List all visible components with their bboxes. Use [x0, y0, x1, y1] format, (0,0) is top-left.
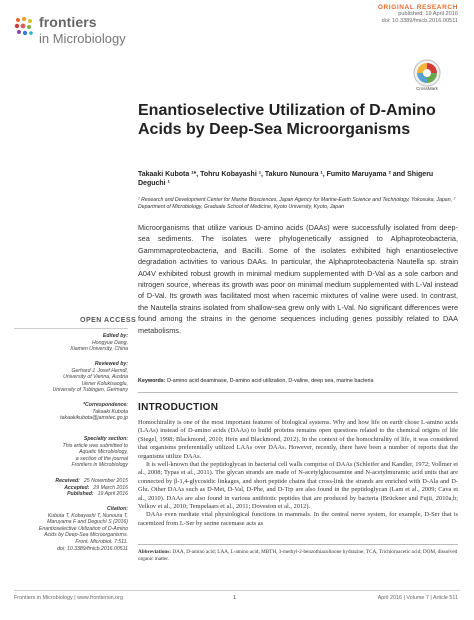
- citation-line: Maruyama F and Deguchi S (2016): [47, 519, 128, 526]
- edited-by-section: [14, 333, 128, 353]
- article-title: Enantioselective Utilization of D-Amino Acids by Deep-Sea Microorganisms: [138, 102, 436, 138]
- journal-brand: frontiers: [39, 14, 97, 30]
- correspondence-section: [14, 402, 128, 422]
- citation-line: Acids by Deep-Sea Microorganisms.: [44, 532, 128, 539]
- citation-section: [14, 506, 128, 552]
- journal-logo[interactable]: [14, 12, 164, 52]
- edited-by-label: Edited by:: [102, 333, 128, 339]
- reviewer-name: Uener Kolukisaoglu,: [81, 380, 128, 387]
- doi-link[interactable]: doi: 10.3389/fmicb.2016.00511: [381, 18, 458, 24]
- accepted-date: Accepted: 29 March 2016: [64, 484, 128, 491]
- keywords: [138, 378, 458, 384]
- editor-affiliation: Xiamen University, China: [70, 346, 128, 353]
- citation-line: Enantioselective Utilization of D-Amino: [38, 525, 128, 532]
- keywords-label: Keywords:: [138, 378, 166, 384]
- specialty-line: Aquatic Microbiology,: [79, 449, 128, 456]
- paragraph: Homochirality is one of the most important features of biological systems. Why and how life on earth chose L-amino acids (LAAs) instead of D-amino acids (DAAs) to build proteins remains open questions related to the chemical origins of life (Siegel, 1998; Blackmond, 2010; Hein and Blackmond, 2012). In the context of the homochirality of life, it was considered that organisms preferentially utilized LAAs over DAAs. However, recently, there have been a number of reports that the organisms utilize DAAs.: [138, 419, 458, 460]
- reviewed-by-section: [14, 361, 128, 394]
- frontiers-logo-icon: [14, 16, 36, 38]
- reviewer-name: Gerhard J. Josef Herndl,: [71, 367, 128, 374]
- received-date: Received: 25 November 2015: [55, 478, 128, 484]
- article-type: ORIGINAL RESEARCH: [377, 4, 458, 11]
- citation-doi[interactable]: doi: 10.3389/fmicb.2016.00511: [57, 545, 128, 552]
- journal-subtitle: in Microbiology: [39, 31, 126, 46]
- abstract: Microorganisms that utilize various D-amino acids (DAAs) were successfully isolated from deep-sea sediments. The isolates were phylogenetically assigned to Alphaproteobacteria, Gammmaproteobacteria, and Bacilli. Some of the isolates exhibited high enantioselective degradation activities to various DAAs. In particular, the Alphaproteobacteria Nautella sp. strain A04V exhibited robust growth in minimal medium supplemented with D-Val as a sole carbon and nitrogen source, whereas its growth was poor on minimal medium supplemented with L-Val instead of D-Val. Its growth was facilitated most when racemic mixtures of valine were used. In contrast, the Nautella strains isolated from shallow-sea grew only with L-Val. No significant differences were found among the strains in the genome sequences including genes possibly related to DAA metabolisms.: [138, 223, 458, 335]
- affiliations: ¹ Research and Development Center for Marine Biosciences, Japan Agency for Marine-Earth Science and Technology, Yokosuka, Japan, ² Department of Microbiology, Graduate School of Medicine, Kyoto University, Kyoto, Japan: [138, 197, 456, 210]
- page-number: 1: [233, 595, 237, 601]
- specialty-line: a section of the journal: [75, 455, 128, 462]
- footer-journal-link[interactable]: Frontiers in Microbiology | www.frontiersin.org: [14, 595, 123, 601]
- published-date: published: 19 April 2016: [398, 11, 458, 17]
- specialty-label: Specialty section:: [83, 436, 128, 442]
- specialty-line: Frontiers in Microbiology: [71, 462, 128, 469]
- author-list: Takaaki Kubota ¹*, Tohru Kobayashi ¹, Takuro Nunoura ¹, Fumito Maruyama ² and Shigeru Deguchi ¹: [138, 171, 434, 187]
- reviewer-affiliation: University of Tubingen, Germany: [52, 387, 128, 394]
- article-meta-header: [288, 4, 458, 25]
- reviewed-by-label: Reviewed by:: [94, 361, 128, 367]
- divider: [138, 544, 458, 545]
- specialty-line: This article was submitted to: [62, 442, 128, 449]
- abbreviations-label: Abbreviations:: [138, 549, 172, 555]
- dates-section: [14, 478, 128, 498]
- citation-line: Front. Microbiol. 7:511.: [75, 538, 128, 545]
- paragraph: DAAs even mediate vital physiological functions in mammals. In the central nerve system, for example, D-Ser that is racemized from L-Ser by serine racemase acts as: [138, 511, 458, 527]
- published-date-sidebar: Published: 19 April 2016: [67, 491, 128, 498]
- citation-label: Citation:: [106, 506, 128, 512]
- reviewer-affiliation: University of Vienna, Austria: [63, 374, 128, 381]
- editor-name: Hongyue Dang,: [91, 339, 128, 346]
- abbreviations: [138, 549, 458, 563]
- keywords-text: D-amino acid deaminase, D-amino acid utilization, D-valine, deep sea, marine bacteria: [167, 378, 374, 384]
- correspondence-name: Takaaki Kubota: [92, 408, 128, 415]
- sidebar-divider: [14, 328, 128, 329]
- paragraph: It is well-known that the peptidoglycan in bacterial cell walls comprise of DAAs (Schleifer and Kandler, 1972; Vollmer et al., 2008; Typas et al., 2011). The glycan strands are made of N-acetylglucosamine and N-acetylmuramic acid units that are connected by β-1,4-glycosidic linkages, and short peptide chains that cross-link the strands are enriched with D-Ala and D-Glu. Other DAAs such as D-Met, D-Val, D-Phe, and D-Trp are also found in the peptidoglycan (Lam et al., 2009; Cava et al., 2010). DAAs are also found in various antibiotic peptides that are produced by bacteria (Brückner and Fujii, 2010a,b; Velkov et al., 2010; Tempelaars et al., 2011; Doveston et al., 2012).: [138, 461, 458, 511]
- citation-line: Kubota T, Kobayashi T, Nunoura T,: [47, 512, 128, 519]
- footer-issue-info: April 2016 | Volume 7 | Article 511: [377, 595, 458, 601]
- crossmark-icon[interactable]: [412, 58, 442, 88]
- footer-divider: [14, 590, 460, 591]
- divider: [138, 392, 458, 393]
- crossmark-label: CrossMark: [416, 86, 438, 91]
- body-text: [138, 419, 458, 528]
- specialty-section: [14, 436, 128, 469]
- abbreviations-text: DAA, D-amino acid; LAA, L-amino acid; MBTH, 3-methyl-2-benzothiazolinone hydrazine; TCA, Trichloroacetic acid; DOM, dissolved organic matter.: [138, 549, 458, 562]
- section-heading-introduction: INTRODUCTION: [138, 402, 219, 413]
- correspondence-label: *Correspondence:: [83, 402, 128, 408]
- correspondence-email[interactable]: takaakikubota@jamstec.go.jp: [60, 415, 128, 422]
- open-access-label: OPEN ACCESS: [80, 317, 137, 324]
